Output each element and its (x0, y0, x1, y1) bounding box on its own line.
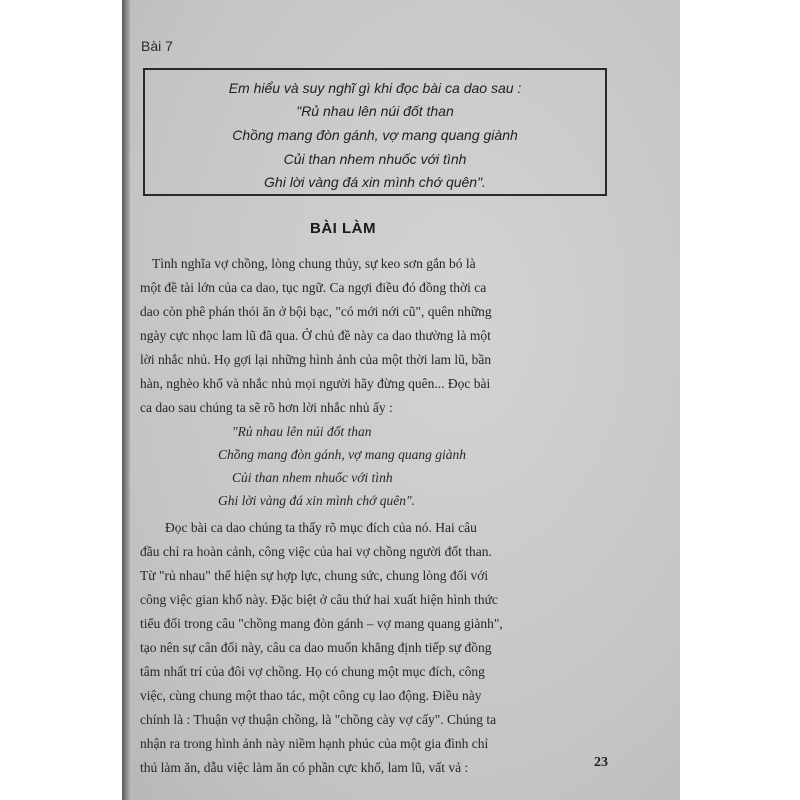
question-verse: Củi than nhem nhuốc với tình (283, 151, 467, 167)
body-line: thú làm ăn, dẫu việc làm ăn có phần cực khổ, lam lũ, vất vả : (140, 760, 469, 775)
poem-line: "Rủ nhau lên núi đốt than (232, 424, 372, 439)
body-line: ngày cực nhọc lam lũ đã qua. Ở chủ đề này ca dao thường là một (140, 328, 491, 343)
body-line: chính là : Thuận vợ thuận chồng, là "chồng cày vợ cấy". Chúng ta (140, 712, 497, 727)
body-line: tiểu đối trong câu "chồng mang đòn gánh – vợ mang quang giành", (140, 616, 503, 631)
body-line: lời nhắc nhủ. Họ gợi lại những hình ảnh của một thời lam lũ, bần (140, 352, 492, 367)
body-line: nhận ra trong hình ảnh này niềm hạnh phúc của một gia đình chỉ (140, 736, 489, 751)
question-verse: Chồng mang đòn gánh, vợ mang quang giành (232, 127, 518, 143)
body-line: Từ "rủ nhau" thể hiện sự hợp lực, chung sức, chung lòng đối với (140, 568, 489, 583)
question-box (143, 68, 607, 196)
poem-line: Chồng mang đòn gánh, vợ mang quang giành (218, 447, 466, 462)
body-line: tâm nhất trí của đôi vợ chồng. Họ có chung một mục đích, công (140, 664, 485, 679)
question-verse: "Rủ nhau lên núi đốt than (296, 103, 454, 119)
body-line: Tình nghĩa vợ chồng, lòng chung thủy, sự keo sơn gắn bó là (152, 256, 476, 271)
lesson-label: Bài 7 (141, 38, 173, 54)
body-line: đầu chỉ ra hoàn cảnh, công việc của hai vợ chồng người đốt than. (140, 544, 492, 559)
body-line: công việc gian khổ này. Đặc biệt ở câu thứ hai xuất hiện hình thức (140, 592, 498, 607)
body-line: tạo nên sự cân đối này, câu ca dao muốn khẳng định tiếp sự đồng (140, 640, 492, 655)
body-line: hàn, nghèo khổ và nhắc nhủ mọi người hãy đừng quên... Đọc bài (140, 376, 491, 391)
poem-line: Ghi lời vàng đá xin mình chớ quên". (218, 493, 416, 508)
poem-line: Củi than nhem nhuốc với tình (232, 470, 393, 485)
body-line: ca dao sau chúng ta sẽ rõ hơn lời nhắc nhủ ấy : (140, 400, 393, 415)
body-line: dao còn phê phán thói ăn ở bội bạc, "có mới nới cũ", quên những (140, 304, 492, 319)
page-number: 23 (594, 755, 608, 770)
page-spine-shadow (122, 0, 130, 800)
essay-heading: BÀI LÀM (310, 220, 376, 237)
body-line: việc, cùng chung một thao tác, một công cụ lao động. Điều này (140, 688, 482, 703)
question-verse: Ghi lời vàng đá xin mình chớ quên". (264, 174, 486, 190)
question-prompt: Em hiểu và suy nghĩ gì khi đọc bài ca dao sau : (228, 80, 522, 96)
body-line: một đề tài lớn của ca dao, tục ngữ. Ca ngợi điều đó đồng thời ca (140, 280, 487, 295)
body-line: Đọc bài ca dao chúng ta thấy rõ mục đích của nó. Hai câu (165, 520, 477, 535)
